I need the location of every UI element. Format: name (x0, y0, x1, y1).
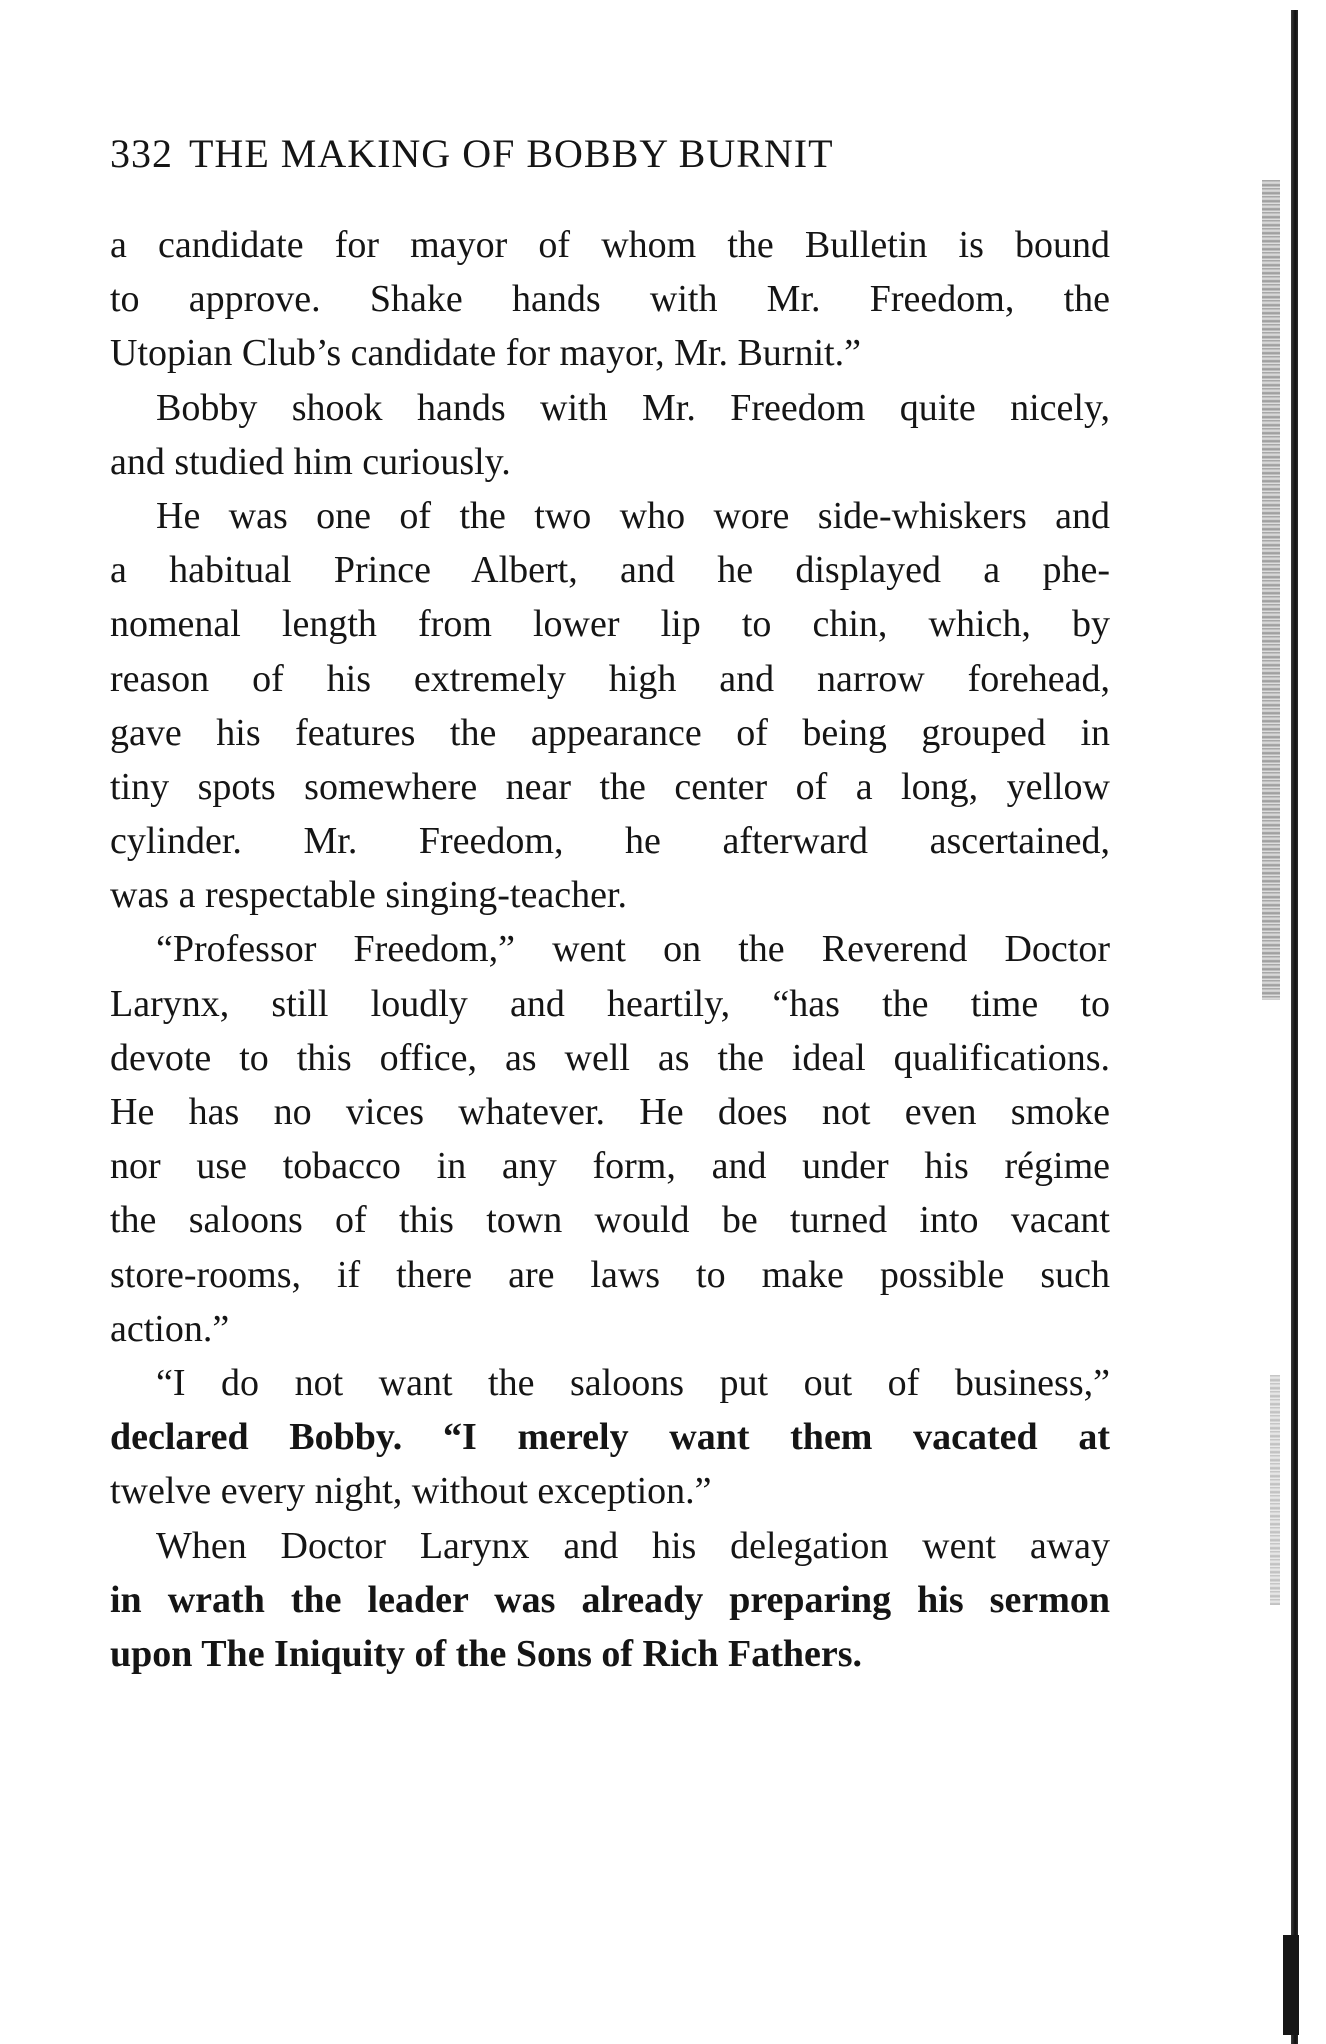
text-line: the saloons of this town would be turned into vacant (110, 1199, 1110, 1242)
text-line: to approve. Shake hands with Mr. Freedom, the (110, 278, 1110, 321)
text-line: was a respectable singing-teacher. (110, 874, 627, 917)
text-line: in wrath the leader was already preparing his sermon (110, 1578, 1110, 1621)
text-line: Larynx, still loudly and heartily, “has the time to (110, 982, 1110, 1025)
running-head (110, 130, 1110, 177)
text-line: a habitual Prince Albert, and he displayed a phe- (110, 549, 1110, 592)
page-number: 332 (110, 131, 173, 176)
text-line: upon The Iniquity of the Sons of Rich Fathers. (110, 1632, 863, 1675)
page-binding-edge (1291, 10, 1298, 2044)
text-line: tiny spots somewhere near the center of a long, yellow (110, 765, 1110, 808)
binding-shadow (1270, 1375, 1280, 1605)
text-line: He was one of the two who wore side-whiskers and (156, 494, 1110, 537)
text-line: He has no vices whatever. He does not even smoke (110, 1091, 1110, 1133)
text-line: twelve every night, without exception.” (110, 1470, 712, 1513)
text-line: “Professor Freedom,” went on the Reverend Doctor (156, 928, 1110, 971)
text-line: declared Bobby. “I merely want them vacated at (110, 1416, 1110, 1459)
text-line: Utopian Club’s candidate for mayor, Mr. Burnit.” (110, 332, 861, 375)
binding-shadow (1262, 180, 1280, 1000)
text-line: a candidate for mayor of whom the Bulletin is bound (110, 224, 1110, 266)
text-line: action.” (110, 1307, 230, 1350)
body-text (110, 218, 1110, 1681)
text-line: gave his features the appearance of being grouped in (110, 711, 1110, 754)
text-line: reason of his extremely high and narrow forehead, (110, 657, 1110, 700)
text-line: devote to this office, as well as the ideal qualifications. (110, 1036, 1110, 1079)
text-line: store-rooms, if there are laws to make possible such (110, 1253, 1110, 1296)
text-line: Bobby shook hands with Mr. Freedom quite nicely, (156, 386, 1110, 429)
text-line: nomenal length from lower lip to chin, which, by (110, 603, 1110, 646)
text-line: and studied him curiously. (110, 440, 511, 483)
book-title: THE MAKING OF BOBBY BURNIT (189, 131, 834, 176)
text-line: cylinder. Mr. Freedom, he afterward ascertained, (110, 820, 1110, 863)
text-line: When Doctor Larynx and his delegation went away (156, 1524, 1110, 1567)
text-line: nor use tobacco in any form, and under his régime (110, 1145, 1110, 1188)
text-line: “I do not want the saloons put out of business,” (156, 1361, 1110, 1404)
page-binding-edge (1283, 1935, 1299, 2035)
